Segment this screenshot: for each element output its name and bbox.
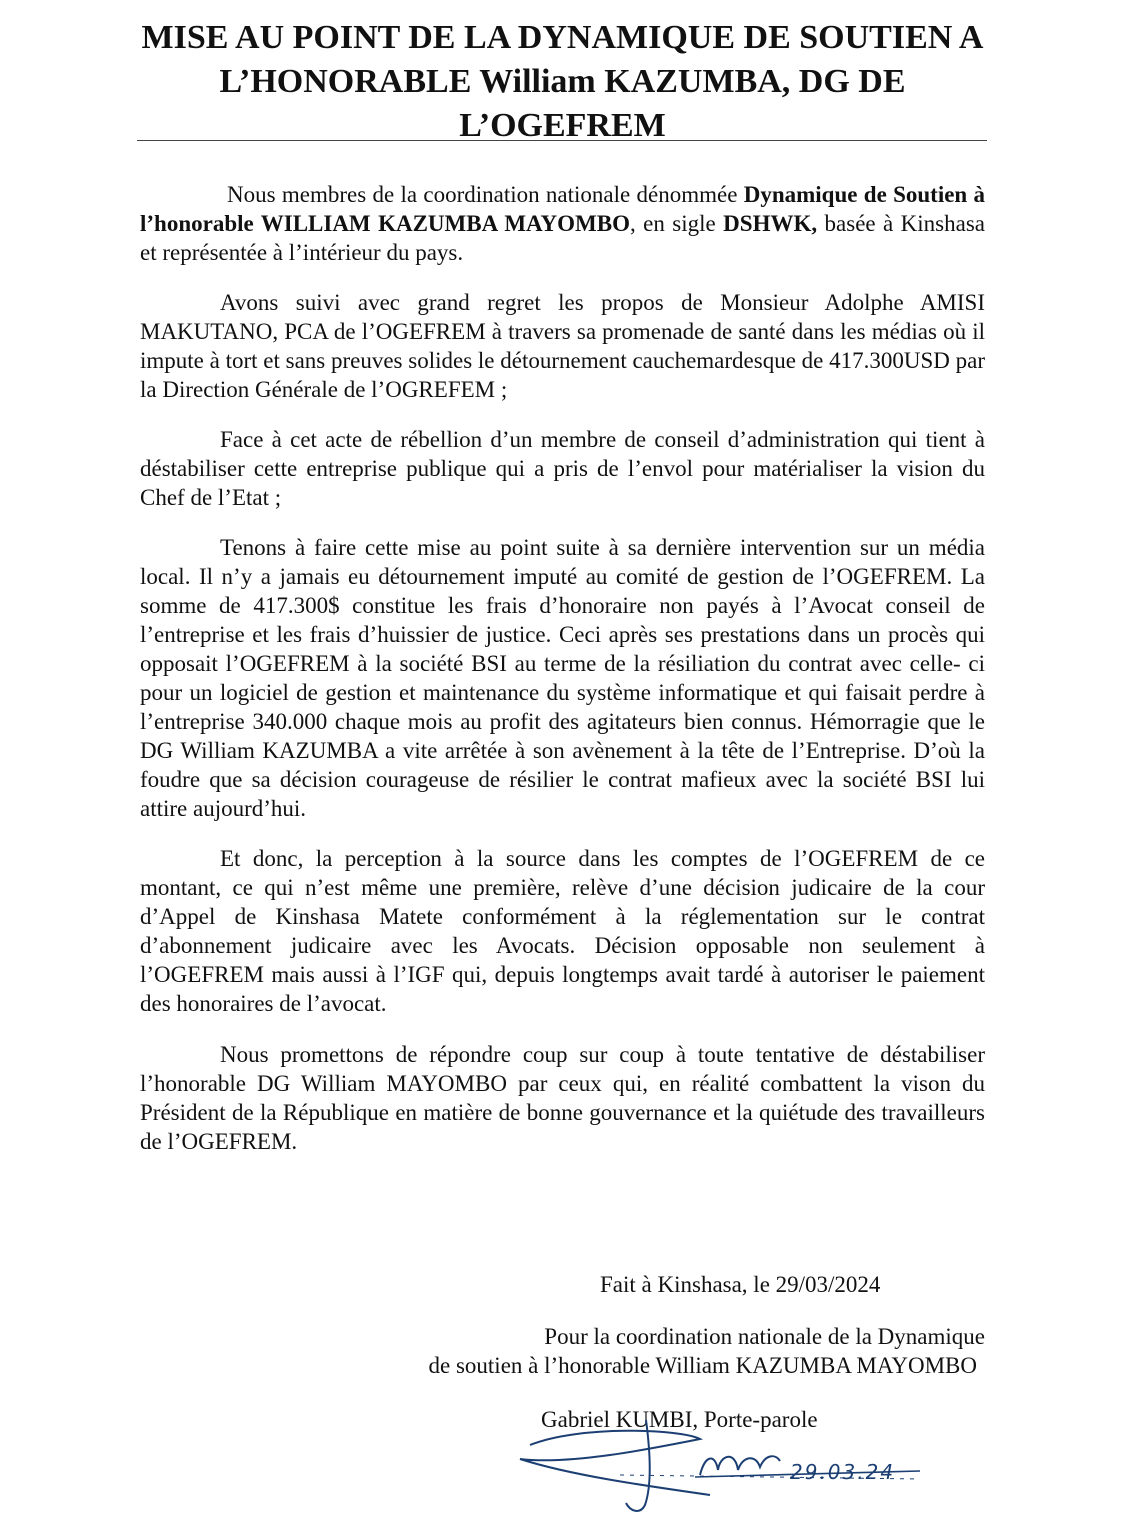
document-body: [140, 180, 985, 1156]
intro-text-2: , en sigle: [629, 211, 724, 236]
place-and-date: Fait à Kinshasa, le 29/03/2024: [600, 1272, 881, 1297]
paragraph-2: Avons suivi avec grand regret les propos de Monsieur Adolphe AMISI MAKUTANO, PCA de l’OGEFREM à travers sa promenade de santé dans les médias où il impute à tort et sans preuves solides le détournement cauchemardesque de 417.300USD par la Direction Générale de l’OGREFEM ;: [140, 290, 986, 402]
title-divider: [137, 140, 987, 141]
signature-block-line-2: de soutien à l’honorable William KAZUMBA MAYOMBO: [428, 1353, 977, 1378]
paragraph-6: Nous promettons de répondre coup sur coup à toute tentative de déstabiliser l’honorable DG William MAYOMBO par ceux qui, en réalité combattent la vison du Président de la République en matière de bonne gouvernance et la quiétude des travailleurs de l’OGEFREM.: [140, 1042, 985, 1154]
handwritten-date: 29.03.24: [790, 1460, 896, 1484]
signature-block-line-1: Pour la coordination nationale de la Dynamique: [544, 1324, 985, 1349]
paragraph-5: Et donc, la perception à la source dans les comptes de l’OGEFREM de ce montant, ce qui n’est même une première, relève d’une décision judicaire de la cour d’Appel de Kinshasa Matete conformément à la réglementation sur le contrat d’abonnement judicaire avec les Avocats. Décision opposable non seulement à l’OGEFREM mais aussi à l’IGF qui, depuis longtemps avait tardé à autoriser le paiement des honoraires de l’avocat.: [140, 846, 985, 1016]
title-line-3: L’OGEFREM: [459, 107, 666, 144]
title-line-2: L’HONORABLE William KAZUMBA, DG DE: [219, 63, 906, 100]
paragraph-4: Tenons à faire cette mise au point suite à sa dernière intervention sur un média local. Il n’y a jamais eu détournement imputé au comité de gestion de l’OGEFREM. La somme de 417.300$ constitue les frais d’honoraire non payés à l’Avocat conseil de l’entreprise et les frais d’huissier de justice. Ceci après ses prestations dans un procès qui opposait l’OGEFREM à la société BSI au terme de la résiliation du contrat avec celle- ci pour un logiciel de gestion et maintenance du système informatique et qui faisait perdre à l’entreprise 340.000 chaque mois au profit des agitateurs bien connus. Hémorragie que le DG William KAZUMBA a vite arrêtée à son avènement à la tête de l’Entreprise. D’où la foudre que sa décision courageuse de résilier le contrat mafieux avec la société BSI lui attire aujourd’hui.: [140, 535, 985, 821]
title-line-1: MISE AU POINT DE LA DYNAMIQUE DE SOUTIEN A: [141, 19, 984, 56]
document-title: [120, 16, 1005, 148]
intro-bold-name: Dynamique de Soutien à l’honorable WILLIAM KAZUMBA MAYOMBO: [140, 182, 986, 236]
intro-text-3: basée à Kinshasa et représentée à l’intérieur du pays.: [140, 211, 985, 265]
intro-bold-acronym: DSHWK,: [723, 211, 818, 236]
intro-text-1: Nous membres de la coordination nationale dénommée: [227, 182, 744, 207]
signature-block: [285, 1322, 985, 1380]
paragraph-3: Face à cet acte de rébellion d’un membre de conseil d’administration qui tient à déstabiliser cette entreprise publique qui a pris de l’envol pour matérialiser la vision du Chef de l’Etat ;: [140, 427, 985, 510]
signer-name: Gabriel KUMBI, Porte-parole: [541, 1407, 818, 1432]
paragraph-intro: [140, 180, 985, 267]
